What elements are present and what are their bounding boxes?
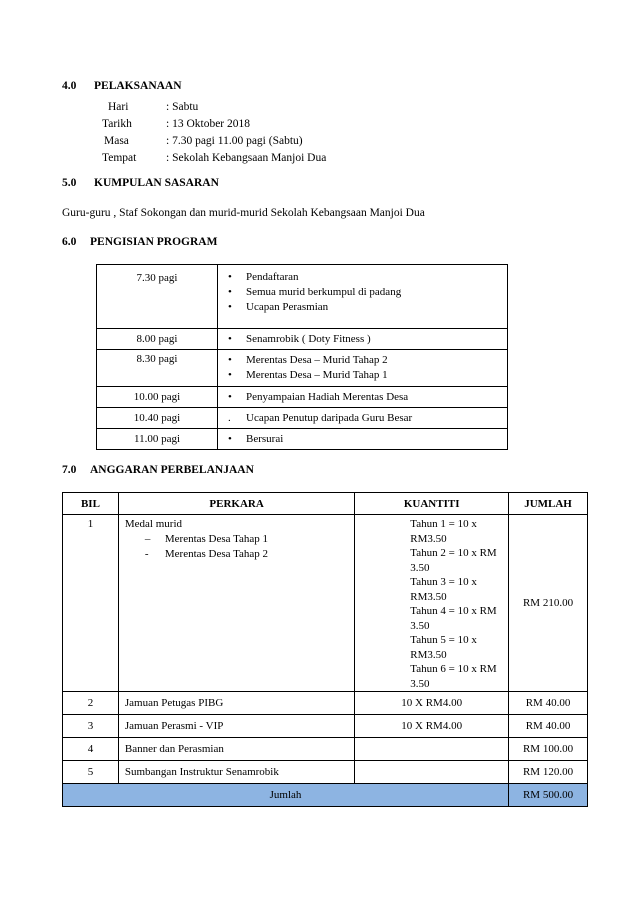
info-label: Tempat bbox=[102, 152, 137, 164]
kuantiti-line: Tahun 6 = 10 x RM 3.50 bbox=[410, 663, 497, 690]
info-row-masa bbox=[104, 133, 303, 149]
header-bil: BIL bbox=[63, 493, 119, 515]
activity-item bbox=[228, 270, 507, 285]
section-number: 4.0 bbox=[62, 80, 77, 92]
kuantiti-line: Tahun 2 = 10 x RM 3.50 bbox=[410, 547, 497, 574]
activity-item bbox=[228, 285, 507, 300]
cell-perkara: Banner dan Perasmian bbox=[118, 738, 354, 761]
program-row bbox=[97, 387, 508, 408]
info-label: Masa bbox=[104, 135, 129, 147]
activity-text: Merentas Desa – Murid Tahap 2 bbox=[246, 354, 388, 366]
sub-dash: – bbox=[144, 533, 151, 545]
info-row-hari bbox=[108, 99, 198, 115]
activity-text: Pendaftaran bbox=[246, 271, 299, 283]
sub-text: Merentas Desa Tahap 1 bbox=[164, 533, 269, 545]
activity-text: Senamrobik ( Doty Fitness ) bbox=[246, 332, 371, 345]
program-row bbox=[97, 329, 508, 350]
section-title: KUMPULAN SASARAN bbox=[94, 177, 219, 189]
activity-text: Ucapan Perasmian bbox=[246, 301, 329, 313]
cell-bil: 4 bbox=[63, 738, 119, 761]
table-row bbox=[63, 715, 588, 738]
section-heading-pengisian-program bbox=[62, 236, 217, 248]
cell-jumlah: RM 40.00 bbox=[509, 692, 588, 715]
program-activities bbox=[218, 350, 508, 387]
program-time: 10.00 pagi bbox=[97, 387, 218, 408]
activity-item bbox=[228, 411, 507, 426]
info-value: : Sekolah Kebangsaan Manjoi Dua bbox=[166, 152, 327, 164]
sub-dash: - bbox=[144, 548, 149, 560]
cell-jumlah: RM 100.00 bbox=[509, 738, 588, 761]
section-number: 7.0 bbox=[62, 464, 77, 476]
cell-jumlah: RM 210.00 bbox=[509, 515, 588, 692]
activity-text: Ucapan Penutup daripada Guru Besar bbox=[246, 411, 413, 424]
perkara-subitem bbox=[125, 547, 350, 562]
program-time: 11.00 pagi bbox=[97, 429, 218, 450]
table-row bbox=[63, 738, 588, 761]
cell-kuantiti bbox=[355, 738, 509, 761]
kuantiti-line: Tahun 5 = 10 x RM3.50 bbox=[410, 634, 477, 661]
info-row-tarikh bbox=[102, 116, 250, 132]
cell-kuantiti: 10 X RM4.00 bbox=[355, 715, 509, 738]
total-label: Jumlah bbox=[63, 784, 509, 807]
cell-bil: 3 bbox=[63, 715, 119, 738]
program-activities bbox=[218, 265, 508, 329]
section-title: PELAKSANAAN bbox=[94, 80, 182, 92]
sasaran-text: Guru-guru , Staf Sokongan dan murid-murid Sekolah Kebangsaan Manjoi Dua bbox=[62, 207, 425, 219]
header-perkara: PERKARA bbox=[118, 493, 354, 515]
table-row bbox=[63, 692, 588, 715]
cell-perkara: Sumbangan Instruktur Senamrobik bbox=[118, 761, 354, 784]
program-time: 10.40 pagi bbox=[97, 408, 218, 429]
activity-item bbox=[228, 432, 507, 447]
program-row bbox=[97, 350, 508, 387]
section-number: 5.0 bbox=[62, 177, 77, 189]
program-activities bbox=[218, 387, 508, 408]
program-activities bbox=[218, 429, 508, 450]
section-number: 6.0 bbox=[62, 236, 77, 248]
program-time: 8.00 pagi bbox=[97, 329, 218, 350]
activity-item bbox=[228, 353, 507, 368]
cell-kuantiti: 10 X RM4.00 bbox=[355, 692, 509, 715]
activity-item bbox=[228, 300, 507, 315]
section-heading-pelaksanaan bbox=[62, 80, 182, 92]
program-activities bbox=[218, 329, 508, 350]
activity-text: Penyampaian Hadiah Merentas Desa bbox=[246, 390, 409, 403]
cell-bil: 5 bbox=[63, 761, 119, 784]
program-time: 7.30 pagi bbox=[97, 265, 218, 329]
budget-header-row bbox=[63, 493, 588, 515]
info-value: : 7.30 pagi 11.00 pagi (Sabtu) bbox=[166, 135, 303, 147]
total-row bbox=[63, 784, 588, 807]
section-title: ANGGARAN PERBELANJAAN bbox=[90, 464, 254, 476]
activity-text: Bersurai bbox=[246, 432, 284, 445]
cell-jumlah: RM 120.00 bbox=[509, 761, 588, 784]
kuantiti-line: Tahun 3 = 10 x RM3.50 bbox=[410, 576, 477, 603]
cell-kuantiti bbox=[355, 515, 509, 692]
activity-text: Semua murid berkumpul di padang bbox=[246, 286, 402, 298]
activity-item bbox=[228, 332, 507, 347]
activity-item bbox=[228, 390, 507, 405]
table-row bbox=[63, 761, 588, 784]
info-label: Tarikh bbox=[102, 118, 132, 130]
budget-table bbox=[62, 492, 588, 807]
program-activities bbox=[218, 408, 508, 429]
kuantiti-line: Tahun 4 = 10 x RM 3.50 bbox=[410, 605, 497, 632]
cell-bil: 1 bbox=[63, 515, 119, 692]
cell-bil: 2 bbox=[63, 692, 119, 715]
header-jumlah: JUMLAH bbox=[509, 493, 588, 515]
sub-text: Merentas Desa Tahap 2 bbox=[164, 548, 269, 560]
activity-item bbox=[228, 368, 507, 383]
section-heading-anggaran-perbelanjaan bbox=[62, 464, 254, 476]
table-row bbox=[63, 515, 588, 692]
cell-perkara: Jamuan Perasmi - VIP bbox=[118, 715, 354, 738]
cell-kuantiti bbox=[355, 761, 509, 784]
cell-jumlah: RM 40.00 bbox=[509, 715, 588, 738]
program-row bbox=[97, 408, 508, 429]
section-heading-kumpulan-sasaran bbox=[62, 177, 219, 189]
perkara-subitem bbox=[125, 532, 350, 547]
activity-text: Merentas Desa – Murid Tahap 1 bbox=[246, 369, 388, 381]
cell-perkara bbox=[118, 515, 354, 692]
program-row bbox=[97, 265, 508, 329]
info-value: : Sabtu bbox=[166, 101, 199, 113]
header-kuantiti: KUANTITI bbox=[355, 493, 509, 515]
info-row-tempat bbox=[102, 150, 326, 166]
program-row bbox=[97, 429, 508, 450]
info-value: : 13 Oktober 2018 bbox=[166, 118, 251, 130]
kuantiti-line: Tahun 1 = 10 x RM3.50 bbox=[410, 518, 477, 545]
perkara-main: Medal murid bbox=[124, 518, 183, 530]
program-table bbox=[96, 264, 508, 450]
program-time: 8.30 pagi bbox=[97, 350, 218, 387]
section-title: PENGISIAN PROGRAM bbox=[90, 236, 218, 248]
info-label: Hari bbox=[108, 101, 129, 113]
cell-perkara: Jamuan Petugas PIBG bbox=[118, 692, 354, 715]
total-value: RM 500.00 bbox=[509, 784, 588, 807]
